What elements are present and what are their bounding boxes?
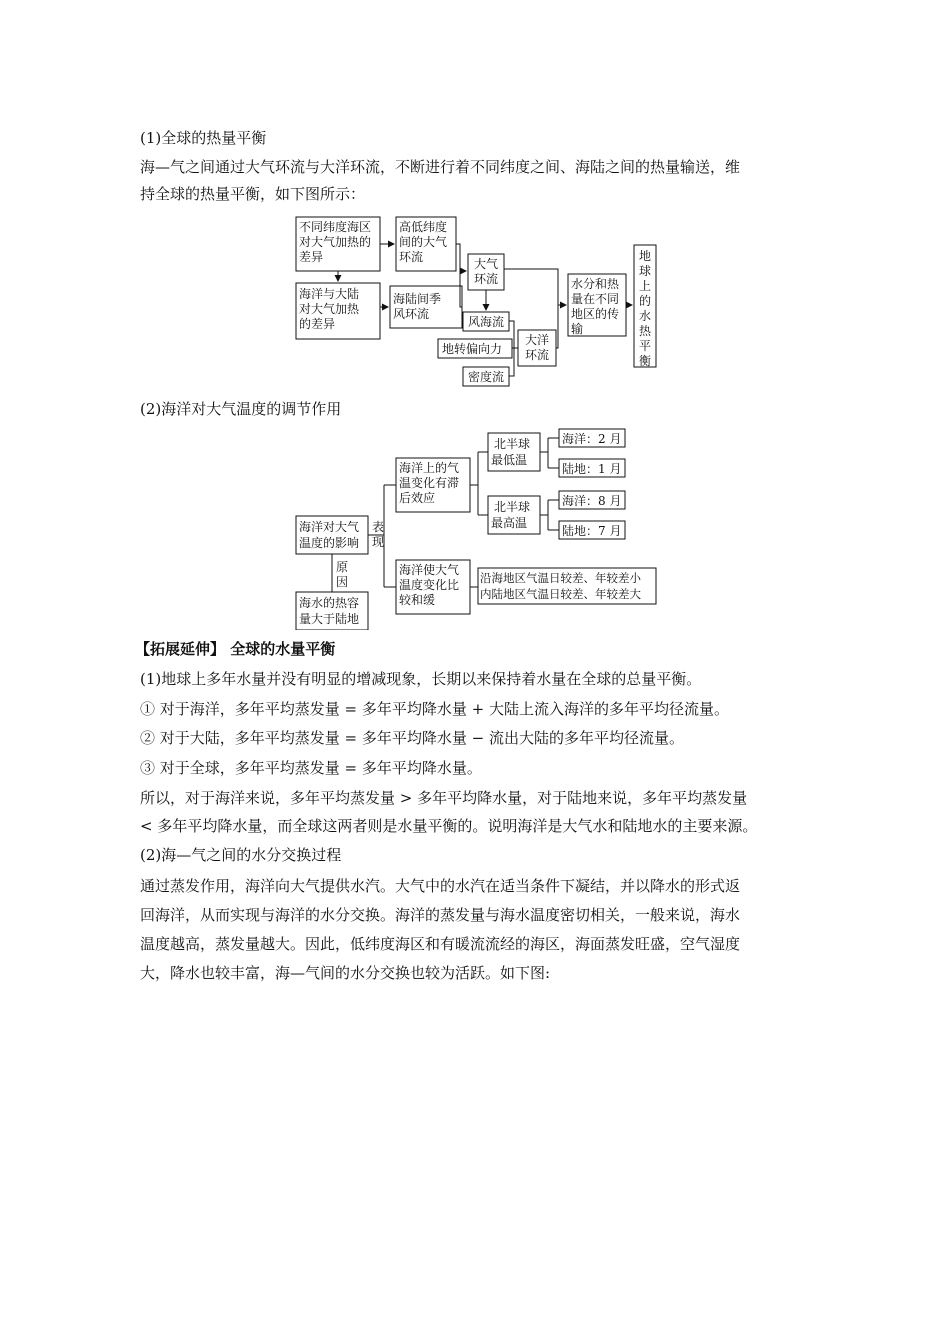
section1-paragraph-line1: 海—气之间通过大气环流与大洋环流，不断进行着不同纬度之间、海陆之间的热量输送，维 xyxy=(140,158,741,176)
atm-line1: 大气 xyxy=(474,257,499,271)
coriolis-label: 地转偏向力 xyxy=(442,342,503,356)
moderate-line3: 较和缓 xyxy=(399,593,436,607)
balance-char8: 衡 xyxy=(639,354,652,368)
land-sea-line1: 海洋与大陆 xyxy=(299,287,360,301)
lat-diff-line2: 对大气加热的 xyxy=(299,235,372,249)
high-low-line3: 环流 xyxy=(399,250,424,264)
balance-char3: 上 xyxy=(639,279,652,293)
extension-p7-line4: 大，降水也较丰富，海—气间的水分交换也较为活跃。如下图: xyxy=(140,964,551,982)
biaoxian-char2: 现 xyxy=(372,535,385,549)
balance-char7: 平 xyxy=(639,339,652,353)
ocean-circ-line1: 大洋 xyxy=(525,333,550,347)
density-label: 密度流 xyxy=(468,370,505,384)
ocean-circ-line2: 环流 xyxy=(525,348,550,362)
heat-balance-diagram xyxy=(0,210,950,410)
range-line2: 内陆地区气温日较差、年较差大 xyxy=(480,587,641,601)
section1-paragraph-line2: 持全球的热量平衡，如下图所示： xyxy=(140,185,366,203)
nh-min-line2: 最低温 xyxy=(491,453,528,467)
lat-diff-line3: 差异 xyxy=(299,250,324,264)
influence-line1: 海洋对大气 xyxy=(299,520,360,534)
high-low-line2: 间的大气 xyxy=(399,235,448,249)
section2-heading: (2)海洋对大气温度的调节作用 xyxy=(140,400,342,418)
heat-capacity-line2: 量大于陆地 xyxy=(299,612,360,626)
ocean-temperature-diagram xyxy=(0,420,950,630)
balance-char6: 热 xyxy=(639,324,652,338)
extension-title: 【拓展延伸】 全球的水量平衡 xyxy=(135,640,336,658)
moderate-line2: 温度变化比 xyxy=(399,578,460,592)
balance-char2: 球 xyxy=(639,264,652,278)
extension-p7-line3: 温度越高，蒸发量越大。因此，低纬度海区和有暖流流经的海区，海面蒸发旺盛，空气湿度 xyxy=(140,935,741,953)
extension-p2: ① 对于海洋，多年平均蒸发量 = 多年平均降水量 + 大陆上流入海洋的多年平均径流量。 xyxy=(140,700,729,718)
ocean-aug-label: 海洋：8 月 xyxy=(562,494,622,508)
extension-p7-line1: 通过蒸发作用，海洋向大气提供水汽。大气中的水汽在适当条件下凝结，并以降水的形式返 xyxy=(140,877,741,895)
high-low-line1: 高低纬度 xyxy=(399,220,448,234)
balance-char5: 水 xyxy=(639,309,652,323)
biaoxian-char1: 表 xyxy=(372,520,385,534)
monsoon-line1: 海陆间季 xyxy=(393,292,442,306)
balance-char1: 地 xyxy=(639,249,652,263)
nh-max-line2: 最高温 xyxy=(491,516,528,530)
land-sea-line2: 对大气加热 xyxy=(299,302,360,316)
land-jul-label: 陆地：7 月 xyxy=(562,524,622,538)
transfer-line3: 地区的传 xyxy=(571,307,620,321)
extension-p4: ③ 对于全球，多年平均蒸发量 = 多年平均降水量。 xyxy=(140,759,482,777)
transfer-line2: 量在不同 xyxy=(571,292,620,306)
balance-char4: 的 xyxy=(639,294,652,308)
yuanyin-char2: 因 xyxy=(336,575,349,589)
yuanyin-char1: 原 xyxy=(336,560,349,574)
lat-diff-line1: 不同纬度海区 xyxy=(299,220,372,234)
monsoon-line2: 风环流 xyxy=(393,307,430,321)
lag-line3: 后效应 xyxy=(399,491,436,505)
wind-current-label: 风海流 xyxy=(468,315,505,329)
heat-capacity-line1: 海水的热容 xyxy=(299,596,360,610)
section1-heading: (1)全球的热量平衡 xyxy=(140,129,267,147)
transfer-line1: 水分和热 xyxy=(571,277,620,291)
land-jan-label: 陆地：1 月 xyxy=(562,462,622,476)
atm-line2: 环流 xyxy=(474,272,499,286)
extension-p5-line1: 所以，对于海洋来说，多年平均蒸发量 > 多年平均降水量，对于陆地来说，多年平均蒸发量 xyxy=(140,789,748,807)
extension-p6: (2)海—气之间的水分交换过程 xyxy=(140,846,342,864)
nh-min-line1: 北半球 xyxy=(494,437,531,451)
land-sea-line3: 的差异 xyxy=(299,317,336,331)
lag-line2: 温变化有滞 xyxy=(399,476,460,490)
range-line1: 沿海地区气温日较差、年较差小 xyxy=(480,571,641,585)
ocean-feb-label: 海洋：2 月 xyxy=(562,432,622,446)
extension-p7-line2: 回海洋，从而实现与海洋的水分交换。海洋的蒸发量与海水温度密切相关，一般来说，海水 xyxy=(140,906,741,924)
influence-line2: 温度的影响 xyxy=(299,536,360,550)
extension-p5-line2: < 多年平均降水量，而全球这两者则是水量平衡的。说明海洋是大气水和陆地水的主要来源。 xyxy=(140,817,758,835)
moderate-line1: 海洋使大气 xyxy=(399,563,460,577)
extension-p1: (1)地球上多年水量并没有明显的增减现象，长期以来保持着水量在全球的总量平衡。 xyxy=(140,670,702,688)
extension-p3: ② 对于大陆，多年平均蒸发量 = 多年平均降水量 − 流出大陆的多年平均径流量。 xyxy=(140,729,684,747)
lag-line1: 海洋上的气 xyxy=(399,461,460,475)
transfer-line4: 输 xyxy=(571,322,584,336)
nh-max-line1: 北半球 xyxy=(494,500,531,514)
